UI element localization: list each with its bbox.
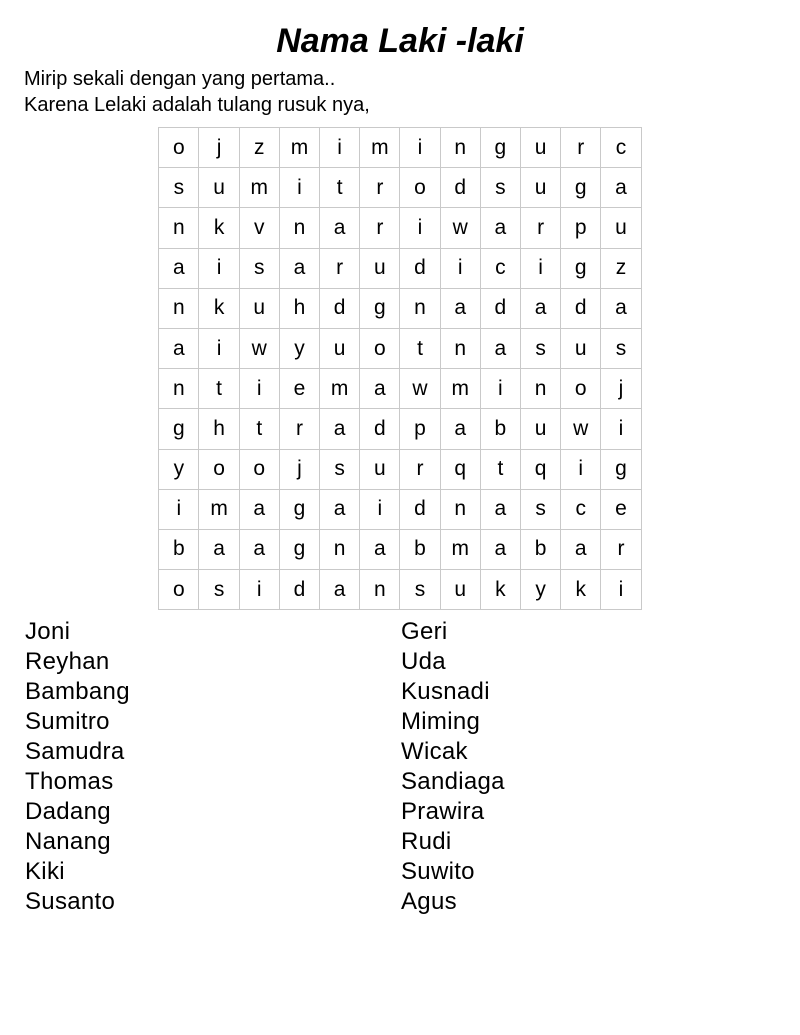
grid-cell-letter: s [521,490,561,530]
grid-cell-letter: j [280,450,320,490]
grid-cell-letter: z [240,128,280,168]
grid-cell-letter: u [360,450,400,490]
grid-cell-letter: z [601,249,641,289]
word-item: Joni [25,618,71,646]
word-item: Nanang [25,828,111,856]
word-item: Susanto [25,888,116,916]
grid-cell-letter: b [521,530,561,570]
grid-cell-letter: t [481,450,521,490]
grid-cell-letter: d [280,570,320,610]
wordsearch-grid [158,127,641,610]
grid-cell-letter: s [601,329,641,369]
grid-cell-letter: i [280,168,320,208]
grid-cell-letter: i [521,249,561,289]
grid-cell-letter: u [360,249,400,289]
grid-cell-letter: p [561,208,601,248]
grid-cell-letter: w [240,329,280,369]
grid-cell-letter: p [400,409,440,449]
grid-cell-letter: r [601,530,641,570]
word-item: Rudi [401,828,452,856]
grid-cell-letter: a [320,570,360,610]
grid-row [159,168,641,208]
grid-cell-letter: m [240,168,280,208]
grid-cell-letter: r [360,168,400,208]
grid-cell-letter: a [320,490,360,530]
grid-cell-letter: r [561,128,601,168]
grid-cell-letter: a [481,208,521,248]
page-title: Nama Laki -laki [276,22,524,60]
grid-cell-letter: a [360,369,400,409]
word-item: Agus [401,888,457,916]
grid-cell-letter: s [521,329,561,369]
grid-cell-letter: q [521,450,561,490]
grid-cell-letter: c [601,128,641,168]
grid-cell-letter: b [481,409,521,449]
grid-cell-letter: t [240,409,280,449]
subtitle-line-1: Mirip sekali dengan yang pertama.. [24,68,336,90]
grid-row [159,530,641,570]
grid-cell-letter: g [280,530,320,570]
grid-cell-letter: n [159,208,199,248]
grid-cell-letter: w [441,208,481,248]
word-item: Suwito [401,858,475,886]
subtitle-line-2: Karena Lelaki adalah tulang rusuk nya, [24,94,370,116]
grid-cell-letter: g [561,249,601,289]
grid-cell-letter: n [360,570,400,610]
grid-cell-letter: m [360,128,400,168]
grid-cell-letter: a [159,249,199,289]
grid-cell-letter: w [561,409,601,449]
grid-cell-letter: b [159,530,199,570]
grid-cell-letter: u [601,208,641,248]
grid-cell-letter: d [441,168,481,208]
grid-cell-letter: o [159,570,199,610]
grid-cell-letter: i [601,570,641,610]
grid-cell-letter: d [360,409,400,449]
grid-cell-letter: v [240,208,280,248]
grid-cell-letter: a [320,409,360,449]
grid-row [159,490,641,530]
grid-cell-letter: m [280,128,320,168]
grid-cell-letter: g [360,289,400,329]
grid-row [159,128,641,168]
grid-cell-letter: a [481,490,521,530]
word-item: Dadang [25,798,111,826]
grid-cell-letter: t [400,329,440,369]
grid-cell-letter: o [199,450,239,490]
grid-cell-letter: r [360,208,400,248]
grid-cell-letter: h [280,289,320,329]
grid-cell-letter: u [441,570,481,610]
grid-cell-letter: a [561,530,601,570]
grid-cell-letter: i [481,369,521,409]
grid-cell-letter: o [400,168,440,208]
grid-cell-letter: t [320,168,360,208]
grid-cell-letter: d [400,490,440,530]
grid-cell-letter: u [521,128,561,168]
grid-row [159,450,641,490]
grid-cell-letter: r [521,208,561,248]
grid-cell-letter: t [199,369,239,409]
grid-cell-letter: c [561,490,601,530]
grid-cell-letter: c [481,249,521,289]
grid-cell-letter: j [601,369,641,409]
grid-cell-letter: s [481,168,521,208]
grid-cell-letter: n [441,329,481,369]
grid-cell-letter: n [441,128,481,168]
word-item: Uda [401,648,446,676]
grid-cell-letter: h [199,409,239,449]
grid-cell-letter: n [400,289,440,329]
grid-cell-letter: i [360,490,400,530]
grid-cell-letter: a [199,530,239,570]
grid-cell-letter: u [561,329,601,369]
grid-cell-letter: n [521,369,561,409]
grid-cell-letter: s [320,450,360,490]
grid-cell-letter: a [521,289,561,329]
grid-cell-letter: m [199,490,239,530]
grid-cell-letter: j [199,128,239,168]
grid-cell-letter: a [601,168,641,208]
grid-cell-letter: d [561,289,601,329]
grid-cell-letter: a [601,289,641,329]
grid-cell-letter: g [561,168,601,208]
grid-cell-letter: i [159,490,199,530]
grid-cell-letter: y [159,450,199,490]
grid-cell-letter: d [481,289,521,329]
grid-cell-letter: s [400,570,440,610]
grid-cell-letter: i [199,329,239,369]
grid-row [159,409,641,449]
grid-cell-letter: w [400,369,440,409]
word-item: Kusnadi [401,678,490,706]
grid-cell-letter: a [481,530,521,570]
grid-row [159,329,641,369]
grid-row [159,369,641,409]
grid-cell-letter: b [400,530,440,570]
grid-cell-letter: o [240,450,280,490]
grid-row [159,570,641,610]
word-item: Thomas [25,768,114,796]
grid-cell-letter: k [561,570,601,610]
grid-cell-letter: r [280,409,320,449]
grid-cell-letter: a [441,409,481,449]
grid-cell-letter: g [481,128,521,168]
grid-cell-letter: i [320,128,360,168]
grid-cell-letter: a [240,490,280,530]
word-list [0,617,800,917]
grid-cell-letter: r [320,249,360,289]
grid-cell-letter: n [280,208,320,248]
grid-cell-letter: a [320,208,360,248]
grid-cell-letter: a [481,329,521,369]
grid-cell-letter: s [159,168,199,208]
grid-cell-letter: i [400,128,440,168]
grid-cell-letter: k [481,570,521,610]
grid-cell-letter: r [400,450,440,490]
word-item: Wicak [401,738,468,766]
grid-cell-letter: u [320,329,360,369]
word-item: Geri [401,618,448,646]
grid-cell-letter: d [320,289,360,329]
grid-cell-letter: i [441,249,481,289]
grid-cell-letter: g [159,409,199,449]
grid-cell-letter: s [240,249,280,289]
grid-cell-letter: i [601,409,641,449]
grid-cell-letter: e [280,369,320,409]
grid-cell-letter: a [159,329,199,369]
grid-cell-letter: s [199,570,239,610]
grid-cell-letter: a [280,249,320,289]
grid-cell-letter: n [159,289,199,329]
grid-cell-letter: k [199,289,239,329]
grid-cell-letter: n [441,490,481,530]
word-item: Miming [401,708,481,736]
grid-cell-letter: u [521,168,561,208]
grid-cell-letter: k [199,208,239,248]
grid-row [159,208,641,248]
grid-cell-letter: i [400,208,440,248]
grid-cell-letter: m [320,369,360,409]
grid-cell-letter: a [240,530,280,570]
grid-cell-letter: o [360,329,400,369]
word-item: Samudra [25,738,125,766]
word-item: Sumitro [25,708,110,736]
word-item: Prawira [401,798,485,826]
grid-cell-letter: i [199,249,239,289]
grid-cell-letter: q [441,450,481,490]
subtitle [0,66,800,118]
grid-cell-letter: i [240,570,280,610]
grid-cell-letter: n [320,530,360,570]
grid-cell-letter: e [601,490,641,530]
word-item: Kiki [25,858,65,886]
grid-cell-letter: o [561,369,601,409]
grid-cell-letter: m [441,369,481,409]
word-list-right-column [401,617,800,917]
grid-cell-letter: u [521,409,561,449]
grid-cell-letter: y [280,329,320,369]
grid-cell-letter: d [400,249,440,289]
grid-cell-letter: g [601,450,641,490]
word-list-left-column [25,617,401,917]
word-item: Reyhan [25,648,110,676]
grid-cell-letter: u [199,168,239,208]
grid-cell-letter: n [159,369,199,409]
grid-cell-letter: i [240,369,280,409]
grid-cell-letter: o [159,128,199,168]
grid-cell-letter: m [441,530,481,570]
grid-row [159,289,641,329]
grid-cell-letter: g [280,490,320,530]
grid-cell-letter: y [521,570,561,610]
grid-cell-letter: a [360,530,400,570]
grid-cell-letter: i [561,450,601,490]
grid-cell-letter: u [240,289,280,329]
grid-row [159,249,641,289]
grid-cell-letter: a [441,289,481,329]
word-item: Bambang [25,678,130,706]
word-item: Sandiaga [401,768,505,796]
